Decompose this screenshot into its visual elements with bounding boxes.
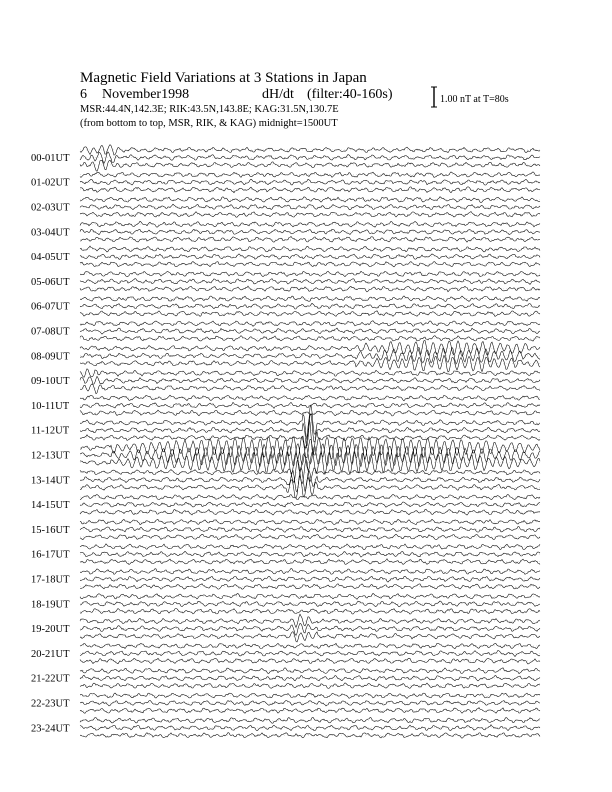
row-label-17-18UT: 17-18UT [31,574,70,586]
row-label-03-04UT: 03-04UT [31,227,70,239]
trace-KAG-08-09UT [80,355,540,372]
row-label-09-10UT: 09-10UT [31,376,70,388]
row-label-05-06UT: 05-06UT [31,276,70,288]
trace-KAG-19-20UT [80,632,540,642]
trace-RIK-17-18UT [80,576,540,582]
stations-text: MSR:44.4N,142.3E; RIK:43.5N,143.8E; KAG:31.5N,130.7E [80,104,339,115]
trace-RIK-19-20UT [80,623,540,635]
month-year-text: November1998 [102,87,190,102]
row-label-23-24UT: 23-24UT [31,723,70,735]
day-text: 6 [80,87,87,102]
row-label-07-08UT: 07-08UT [31,326,70,338]
chart-title: Magnetic Field Variations at 3 Stations in Japan [80,70,367,86]
row-label-01-02UT: 01-02UT [31,177,70,189]
row-label-14-15UT: 14-15UT [31,500,70,512]
row-label-12-13UT: 12-13UT [31,450,70,462]
trace-KAG-00-01UT [80,160,540,171]
trace-KAG-09-10UT [80,384,540,394]
trace-MSR-09-10UT [80,369,540,378]
order-note-text: (from bottom to top, MSR, RIK, & KAG) midnight=1500UT [80,118,338,129]
trace-MSR-19-20UT [80,614,540,627]
row-label-16-17UT: 16-17UT [31,549,70,561]
filter-text: (filter:40-160s) [307,87,393,102]
row-label-15-16UT: 15-16UT [31,524,70,536]
row-label-11-12UT: 11-12UT [31,425,70,437]
row-label-00-01UT: 00-01UT [31,152,70,164]
trace-RIK-11-12UT [80,414,540,446]
trace-RIK-16-17UT [80,551,540,557]
row-label-19-20UT: 19-20UT [31,624,70,636]
quantity-text: dH/dt [262,87,294,102]
trace-RIK-13-14UT [80,467,540,492]
row-label-18-19UT: 18-19UT [31,599,70,611]
trace-RIK-00-01UT [80,152,540,163]
trace-KAG-13-14UT [80,475,540,498]
row-label-02-03UT: 02-03UT [31,202,70,214]
trace-RIK-09-10UT [80,376,540,384]
trace-MSR-14-15UT [80,494,540,500]
row-label-21-22UT: 21-22UT [31,673,70,685]
trace-KAG-14-15UT [80,509,540,515]
row-label-22-23UT: 22-23UT [31,698,70,710]
row-label-08-09UT: 08-09UT [31,351,70,363]
row-label-04-05UT: 04-05UT [31,252,70,264]
row-label-06-07UT: 06-07UT [31,301,70,313]
row-label-20-21UT: 20-21UT [31,648,70,660]
row-label-10-11UT: 10-11UT [31,400,70,412]
row-label-13-14UT: 13-14UT [31,475,70,487]
trace-MSR-22-23UT [80,693,540,699]
scale-label: 1.00 nT at T=80s [440,94,509,105]
